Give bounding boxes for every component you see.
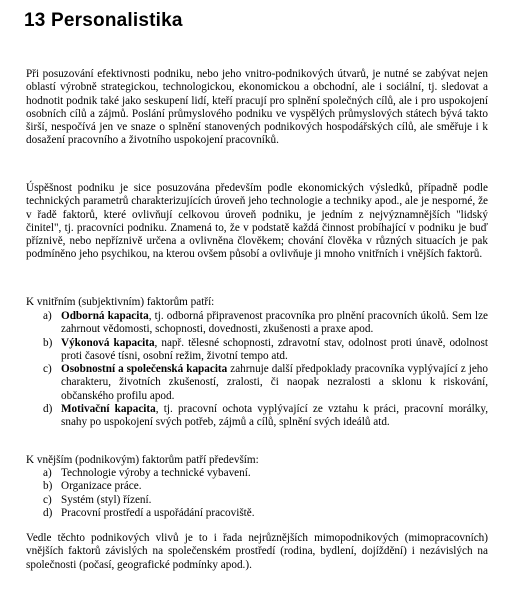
internal-factors-heading: K vnitřním (subjektivním) faktorům patří: — [26, 296, 215, 308]
factor-term: Motivační kapacita — [61, 403, 156, 416]
list-item — [26, 310, 488, 337]
list-item — [26, 494, 488, 507]
external-factors-heading: K vnějším (podnikovým) faktorům patří především: — [26, 454, 259, 466]
list-item — [26, 467, 488, 480]
list-marker: a) — [43, 467, 52, 479]
factor-description: , např. tělesné schopnosti, zdravotní stav, odolnost proti únavě, odolnost proti časové tísni, osobní režim, životní tempo atd. — [61, 336, 488, 362]
factor-term: Odborná kapacita — [61, 310, 149, 322]
list-marker: d) — [43, 506, 53, 519]
external-factors-list — [26, 467, 488, 520]
factor-description: Organizace práce. — [61, 480, 142, 493]
paragraph-intro: Při posuzování efektivnosti podniku, nebo jeho vnitro-podnikových útvarů, je nutné se zabývat nejen oblastí výrobně strategickou, technologickou, ekonomickou a obchodní, ale i sociální, tj. sledovat a hodnotit podnik také jako seskupení lidí, kteří pracují pro splnění společných cílů, ale i pro uspokojení osobních cílů a zájmů. Poslání průmyslového podniku ve vyspělých průmyslových státech bývá takto širší, nespočívá jen ve snaze o splnění stanovených podnikových hospodářských cílů, ale směřuje i k dosažení pracovního a životního uspokojení pracovníků. — [26, 68, 488, 147]
list-marker: b) — [43, 336, 53, 349]
list-marker: d) — [43, 403, 53, 416]
factor-term: Výkonová kapacita — [61, 336, 155, 349]
list-item — [26, 363, 488, 403]
list-marker: c) — [43, 363, 52, 376]
list-marker: c) — [43, 493, 52, 506]
list-marker: b) — [43, 480, 53, 493]
page-title: 13 Personalistika — [24, 10, 183, 31]
list-item — [26, 507, 488, 520]
list-item — [26, 403, 488, 430]
factor-description: Systém (styl) řízení. — [61, 493, 152, 506]
paragraph-external-influences: Vedle těchto podnikových vlivů je to i řada nejrůznějších mimopodnikových (mimopracovních) vnějších faktorů závislých na společenském prostředí (rodina, bydlení, dojíždění) i nezávislých na společnosti (počasí, geografické podmínky apod.). — [26, 532, 488, 571]
factor-description: Pracovní prostředí a uspořádání pracoviště. — [61, 506, 255, 519]
paragraph-success: Úspěšnost podniku je sice posuzována především podle ekonomických výsledků, případně podle technických parametrů charakterizujících úroveň jeho technologie a techniky apod., ale je nesporné, že v řadě faktorů, které ovlivňují celkovou úroveň podniku, je jedním z nejvýznamnějších "lidský činitel", tj. pracovníci podniku. Znamená to, že v podstatě každá činnost probíhající v podniku je buď příznivě, nebo nepříznivě určena a ovlivněna člověkem; chování člověka v různých situacích je pak podmíněno jeho psychikou, na kterou ovšem působí a ovlivňuje ji mnoho vnitřních i vnějších faktorů. — [26, 182, 488, 261]
factor-description: zahrnuje další předpoklady pracovníka vyplývající z jeho charakteru, životních zkušeností, zralosti, či naopak nezralosti a sklonu k riskování, občanského profilu apod. — [61, 363, 488, 402]
factor-description: Technologie výroby a technické vybavení. — [61, 467, 251, 479]
factor-description: , tj. pracovní ochota vyplývající ze vztahu k práci, pracovní morálky, snahy po uspokojení svých potřeb, zájmů a cílů, splnění svých ideálů atd. — [61, 403, 488, 429]
factor-description: , tj. odborná připravenost pracovníka pro plnění pracovních úkolů. Sem lze zahrnout vědomosti, schopnosti, dovednosti, zkušenosti a praxe apod. — [61, 310, 489, 336]
list-marker: a) — [43, 310, 52, 322]
list-item — [26, 480, 488, 493]
factor-term: Osobnostní a společenská kapacita — [61, 363, 228, 376]
internal-factors-list — [26, 310, 488, 430]
list-item — [26, 337, 488, 364]
